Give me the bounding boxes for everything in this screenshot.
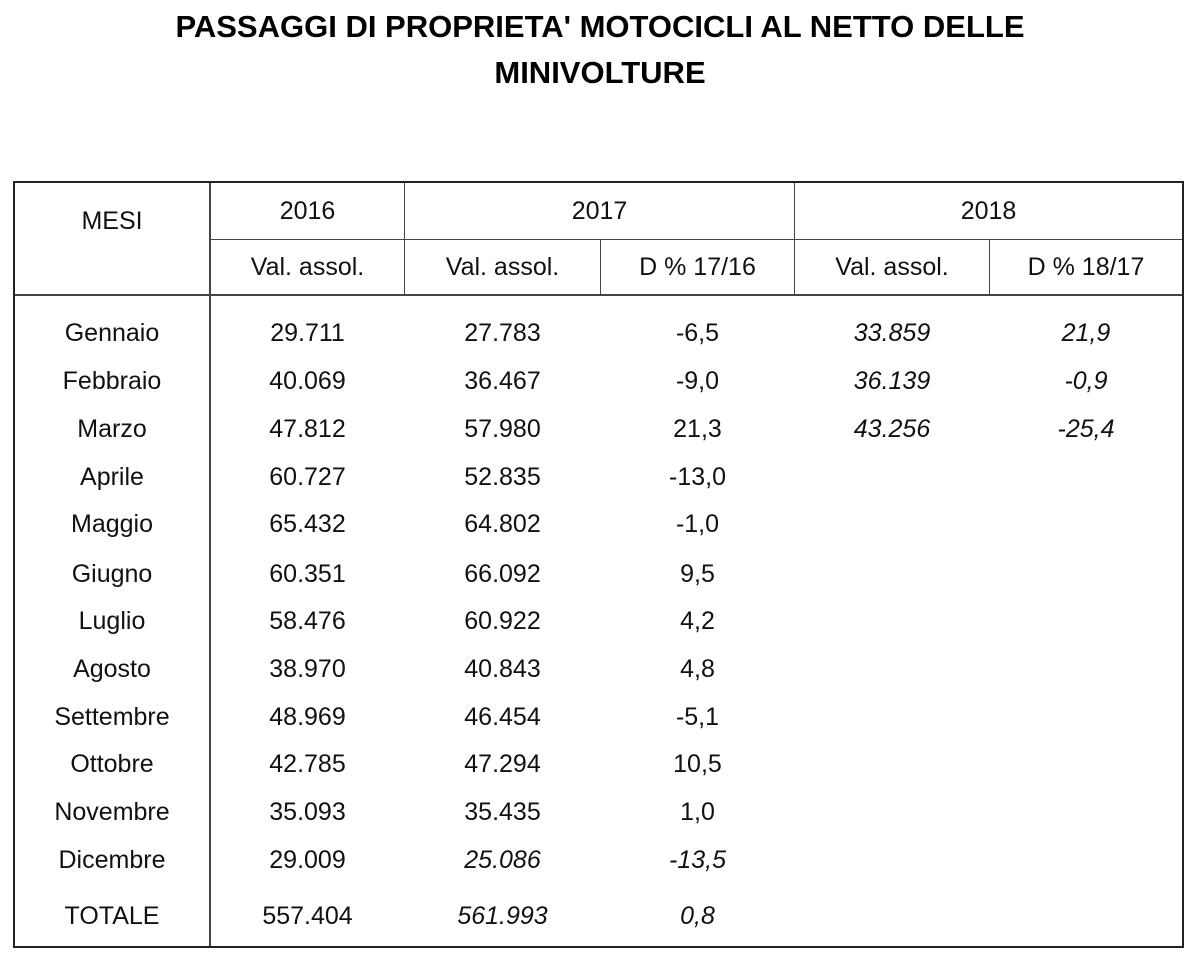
row-2017-val: 66.092 (464, 560, 541, 588)
title-line-2: MINIVOLTURE (494, 55, 706, 90)
divider-header-bottom (15, 294, 1182, 296)
row-2016-val: 35.093 (269, 798, 346, 826)
row-2016-val: 42.785 (269, 750, 346, 778)
row-2018-val: 43.256 (853, 415, 931, 443)
row-2016-val: 29.711 (270, 319, 345, 347)
row-mese: Luglio (78, 607, 146, 635)
header-year-2018: 2018 (960, 197, 1017, 225)
total-2017-val: 561.993 (457, 902, 548, 930)
row-2018-delta: 21,9 (1061, 319, 1111, 347)
row-2017-val: 25.086 (464, 846, 541, 874)
row-2017-val: 52.835 (464, 463, 541, 491)
title-line-1: PASSAGGI DI PROPRIETA' MOTOCICLI AL NETTO DELLE (175, 9, 1025, 44)
row-2016-val: 40.069 (269, 367, 346, 395)
row-2016-val: 60.727 (269, 463, 346, 491)
row-2017-delta: -1,0 (675, 510, 720, 538)
row-mese: Ottobre (70, 750, 154, 778)
row-2017-val: 27.783 (464, 319, 541, 347)
row-mese: Giugno (71, 560, 153, 588)
row-2017-val: 60.922 (464, 607, 541, 635)
row-2017-val: 64.802 (464, 510, 541, 538)
row-2016-val: 29.009 (269, 846, 346, 874)
subheader-2016-val: Val. assol. (250, 253, 365, 281)
subheader-2017-delta: D % 17/16 (639, 253, 756, 281)
row-2016-val: 60.351 (269, 560, 346, 588)
row-mese: Marzo (77, 415, 147, 443)
row-2017-delta: -9,0 (675, 367, 720, 395)
row-2018-delta: -25,4 (1057, 415, 1115, 443)
row-2017-delta: -13,5 (669, 846, 726, 874)
row-mese: Aprile (80, 463, 144, 491)
row-2017-delta: 10,5 (673, 750, 722, 778)
row-2017-val: 47.294 (464, 750, 541, 778)
row-2017-val: 40.843 (464, 655, 541, 683)
header-year-2016: 2016 (279, 197, 336, 225)
row-2018-delta: -0,9 (1064, 367, 1108, 395)
row-2016-val: 65.432 (269, 510, 346, 538)
row-2016-val: 58.476 (269, 607, 346, 635)
row-2017-delta: 4,2 (680, 607, 715, 635)
row-2016-val: 38.970 (269, 655, 346, 683)
row-mese: Settembre (54, 703, 170, 731)
row-2017-delta: 9,5 (680, 560, 715, 588)
row-2017-val: 46.454 (464, 703, 541, 731)
row-2017-val: 36.467 (464, 367, 541, 395)
total-2016-val: 557.404 (262, 902, 353, 930)
row-2017-delta: 21,3 (673, 415, 722, 443)
row-2018-val: 33.859 (853, 319, 931, 347)
row-2016-val: 48.969 (269, 703, 346, 731)
header-mesi: MESI (81, 207, 143, 235)
row-2016-val: 47.812 (269, 415, 346, 443)
row-2017-val: 35.435 (464, 798, 541, 826)
row-2017-delta: 1,0 (680, 798, 715, 826)
header-year-2017: 2017 (571, 197, 628, 225)
subheader-2017-val: Val. assol. (445, 253, 560, 281)
page-title (0, 4, 1200, 96)
row-mese: Maggio (71, 510, 153, 538)
row-mese: Dicembre (58, 846, 166, 874)
divider-header-years (210, 239, 1182, 240)
row-2017-delta: 4,8 (680, 655, 715, 683)
row-mese: Gennaio (64, 319, 160, 347)
total-label: TOTALE (64, 902, 160, 930)
row-2017-val: 57.980 (464, 415, 541, 443)
row-2017-delta: -13,0 (669, 463, 726, 491)
row-mese: Febbraio (62, 367, 162, 395)
total-2017-delta: 0,8 (680, 902, 715, 930)
row-mese: Agosto (73, 655, 151, 683)
row-2017-delta: -6,5 (675, 319, 720, 347)
row-2018-val: 36.139 (853, 367, 931, 395)
subheader-2018-val: Val. assol. (835, 253, 949, 281)
row-mese: Novembre (54, 798, 170, 826)
row-2017-delta: -5,1 (675, 703, 720, 731)
subheader-2018-delta: D % 18/17 (1027, 253, 1145, 281)
